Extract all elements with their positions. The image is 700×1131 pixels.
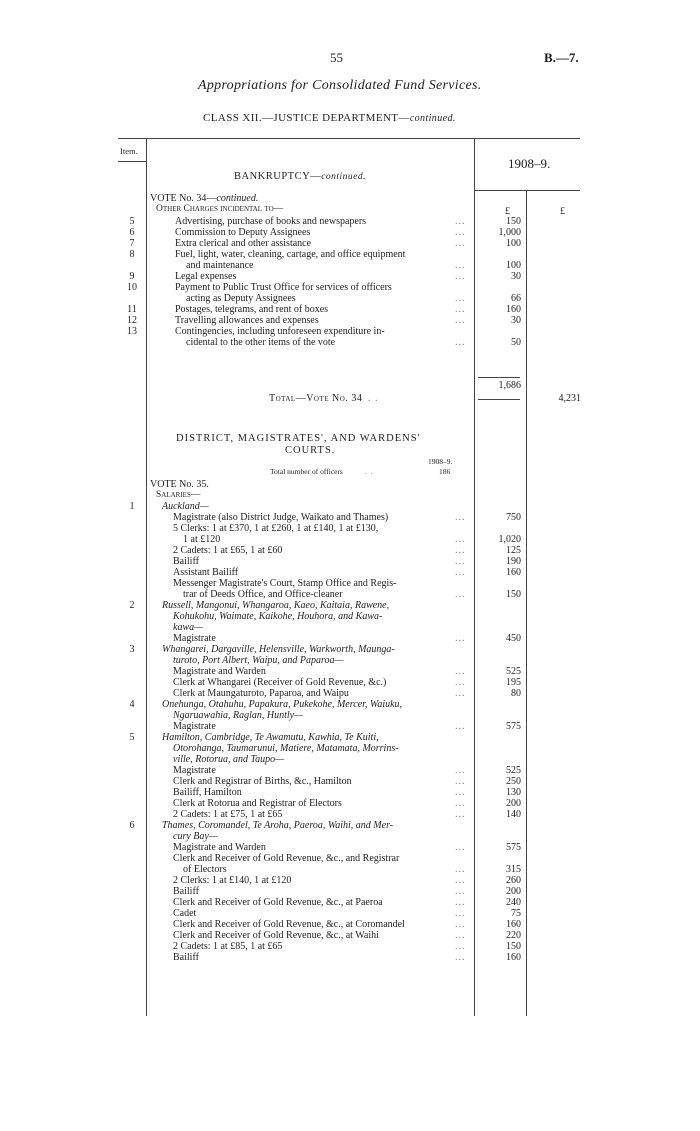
vote34-heading-text: VOTE No. 34— bbox=[150, 193, 217, 204]
leader-dots: ... bbox=[455, 512, 466, 523]
item-description: Clerk at Maungaturoto, Paparoa, and Waipu bbox=[173, 688, 349, 699]
item-description: 5 Clerks: 1 at £370, 1 at £260, 1 at £140, 1 at £130, bbox=[173, 523, 379, 534]
vote35-heading: VOTE No. 35. bbox=[150, 479, 209, 490]
item-number: 10 bbox=[127, 282, 137, 293]
leader-dots: ... bbox=[455, 875, 466, 886]
table-row bbox=[0, 567, 700, 578]
item-description: Magistrate bbox=[173, 765, 216, 776]
vote34-total-label: Total—Vote No. 34 bbox=[269, 393, 363, 404]
item-amount: 75 bbox=[511, 908, 521, 919]
vote34-total-leader: . . bbox=[368, 393, 379, 404]
item-amount: 30 bbox=[511, 271, 521, 282]
item-description: Thames, Coromandel, Te Aroha, Paeroa, Waihi, and Mer- bbox=[162, 820, 394, 831]
vote34-heading-continued: continued. bbox=[216, 193, 259, 204]
item-number: 4 bbox=[129, 699, 135, 710]
item-description: Clerk and Receiver of Gold Revenue, &c., at Waihi bbox=[173, 930, 379, 941]
vote34-total-rule bbox=[478, 399, 520, 400]
table-row bbox=[0, 864, 700, 875]
item-amount: 150 bbox=[506, 941, 521, 952]
table-row bbox=[0, 699, 700, 710]
item-description: Bailiff bbox=[173, 952, 199, 963]
leader-dots: ... bbox=[455, 304, 466, 315]
item-description: Bailiff bbox=[173, 556, 199, 567]
table-row bbox=[0, 216, 700, 227]
table-row bbox=[0, 886, 700, 897]
leader-dots: ... bbox=[455, 337, 466, 348]
class-heading-text: CLASS XII.—JUSTICE DEPARTMENT— bbox=[203, 112, 410, 124]
item-description: Kohukohu, Waimate, Kaikohe, Houhora, and Kawa- bbox=[173, 611, 383, 622]
item-description: Magistrate and Warden bbox=[173, 842, 266, 853]
pound-symbol-2: £ bbox=[560, 206, 565, 217]
item-description: Magistrate and Warden bbox=[173, 666, 266, 677]
table-row bbox=[0, 655, 700, 666]
item-description: Magistrate bbox=[173, 633, 216, 644]
item-amount: 160 bbox=[506, 567, 521, 578]
table-row bbox=[0, 787, 700, 798]
item-amount: 1,000 bbox=[498, 227, 521, 238]
item-description: Onehunga, Otahuhu, Papakura, Pukekohe, Mercer, Waiuku, bbox=[162, 699, 403, 710]
table-row bbox=[0, 721, 700, 732]
item-amount: 315 bbox=[506, 864, 521, 875]
item-description: turoto, Port Albert, Waipu, and Paparoa— bbox=[173, 655, 344, 666]
table-row bbox=[0, 238, 700, 249]
item-description: Contingencies, including unforeseen expenditure in- bbox=[175, 326, 385, 337]
table-row bbox=[0, 337, 700, 348]
item-description: Extra clerical and other assistance bbox=[175, 238, 312, 249]
leader-dots: ... bbox=[455, 666, 466, 677]
table-row bbox=[0, 589, 700, 600]
table-row bbox=[0, 315, 700, 326]
leader-dots: ... bbox=[455, 556, 466, 567]
item-description: Ngaruawahia, Raglan, Huntly— bbox=[173, 710, 304, 721]
table-row bbox=[0, 249, 700, 260]
leader-dots: ... bbox=[455, 842, 466, 853]
table-row bbox=[0, 578, 700, 589]
item-description: Clerk and Receiver of Gold Revenue, &c., at Paeroa bbox=[173, 897, 383, 908]
leader-dots: ... bbox=[455, 765, 466, 776]
leader-dots: ... bbox=[455, 238, 466, 249]
leader-dots: ... bbox=[455, 886, 466, 897]
item-amount: 575 bbox=[506, 721, 521, 732]
class-heading-continued: continued. bbox=[409, 113, 456, 124]
table-row bbox=[0, 512, 700, 523]
item-amount: 160 bbox=[506, 952, 521, 963]
bankruptcy-heading-continued: continued. bbox=[321, 172, 367, 182]
item-amount: 66 bbox=[511, 293, 521, 304]
table-row bbox=[0, 732, 700, 743]
table-row bbox=[0, 908, 700, 919]
table-row bbox=[0, 556, 700, 567]
item-amount: 195 bbox=[506, 677, 521, 688]
table-row bbox=[0, 897, 700, 908]
leader-dots: ... bbox=[455, 545, 466, 556]
item-number: 3 bbox=[129, 644, 135, 655]
item-description: Bailiff, Hamilton bbox=[173, 787, 242, 798]
table-row bbox=[0, 710, 700, 721]
leader-dots: ... bbox=[455, 809, 466, 820]
item-description: Magistrate (also District Judge, Waikato and Thames) bbox=[173, 512, 389, 523]
item-description: acting as Deputy Assignees bbox=[186, 293, 296, 304]
item-description: Advertising, purchase of books and newspapers bbox=[175, 216, 367, 227]
item-description: Hamilton, Cambridge, Te Awamutu, Kawhia, Te Kuiti, bbox=[162, 732, 379, 743]
table-row bbox=[0, 545, 700, 556]
class-heading bbox=[203, 112, 456, 124]
item-amount: 150 bbox=[506, 589, 521, 600]
item-description: Postages, telegrams, and rent of boxes bbox=[175, 304, 329, 315]
item-description: kawa— bbox=[173, 622, 203, 633]
item-amount: 100 bbox=[506, 260, 521, 271]
item-number: 2 bbox=[129, 600, 135, 611]
item-number: 12 bbox=[127, 315, 137, 326]
table-row bbox=[0, 798, 700, 809]
item-number: 8 bbox=[129, 249, 135, 260]
item-amount: 240 bbox=[506, 897, 521, 908]
item-description: Messenger Magistrate's Court, Stamp Office and Regis- bbox=[173, 578, 397, 589]
item-amount: 30 bbox=[511, 315, 521, 326]
item-description: Payment to Public Trust Office for services of officers bbox=[175, 282, 392, 293]
table-row bbox=[0, 326, 700, 337]
leader-dots: ... bbox=[455, 721, 466, 732]
year-column-header: 1908–9. bbox=[508, 156, 551, 171]
item-description: 1 at £120 bbox=[183, 534, 221, 545]
item-amount: 525 bbox=[506, 666, 521, 677]
table-row bbox=[0, 919, 700, 930]
item-amount: 750 bbox=[506, 512, 521, 523]
table-row bbox=[0, 501, 700, 512]
table-row bbox=[0, 776, 700, 787]
leader-dots: ... bbox=[455, 534, 466, 545]
item-description: 2 Cadets: 1 at £65, 1 at £60 bbox=[173, 545, 283, 556]
table-row bbox=[0, 952, 700, 963]
table-row bbox=[0, 622, 700, 633]
item-amount: 250 bbox=[506, 776, 521, 787]
item-amount: 260 bbox=[506, 875, 521, 886]
table-row bbox=[0, 677, 700, 688]
item-description: 2 Cadets: 1 at £85, 1 at £65 bbox=[173, 941, 283, 952]
item-description: Russell, Mangonui, Whangaroa, Kaeo, Kaitaia, Rawene, bbox=[162, 600, 390, 611]
courts-heading-line2: COURTS. bbox=[285, 445, 336, 456]
document-reference: B.—7. bbox=[544, 50, 579, 65]
year-header-rule bbox=[474, 190, 580, 191]
item-amount: 1,020 bbox=[498, 534, 521, 545]
table-row bbox=[0, 271, 700, 282]
leader-dots: ... bbox=[455, 271, 466, 282]
item-amount: 200 bbox=[506, 798, 521, 809]
item-description: Travelling allowances and expenses bbox=[175, 315, 319, 326]
table-row bbox=[0, 831, 700, 842]
item-description: Clerk and Receiver of Gold Revenue, &c., at Coromandel bbox=[173, 919, 405, 930]
item-amount: 80 bbox=[511, 688, 521, 699]
page-number: 55 bbox=[330, 50, 343, 65]
item-number: 13 bbox=[127, 326, 137, 337]
item-amount: 450 bbox=[506, 633, 521, 644]
item-description: Legal expenses bbox=[175, 271, 237, 282]
leader-dots: ... bbox=[455, 227, 466, 238]
table-row bbox=[0, 633, 700, 644]
item-amount: 50 bbox=[511, 337, 521, 348]
item-amount: 160 bbox=[506, 919, 521, 930]
table-row bbox=[0, 227, 700, 238]
item-amount: 140 bbox=[506, 809, 521, 820]
item-description: Assistant Bailiff bbox=[173, 567, 239, 578]
leader-dots: ... bbox=[455, 688, 466, 699]
leader-dots: ... bbox=[455, 952, 466, 963]
item-description: Cadet bbox=[173, 908, 197, 919]
table-row bbox=[0, 534, 700, 545]
table-row bbox=[0, 260, 700, 271]
leader-dots: ... bbox=[455, 798, 466, 809]
officers-label-text: Total number of officers bbox=[270, 467, 343, 476]
item-description: Clerk at Rotorua and Registrar of Electors bbox=[173, 798, 342, 809]
leader-dots: ... bbox=[455, 864, 466, 875]
bankruptcy-heading bbox=[234, 171, 366, 182]
auckland-heading: Auckland— bbox=[162, 501, 209, 512]
table-row bbox=[0, 644, 700, 655]
item-amount: 130 bbox=[506, 787, 521, 798]
table-row bbox=[0, 765, 700, 776]
item-number: 5 bbox=[129, 216, 135, 227]
item-number: 9 bbox=[129, 271, 135, 282]
pound-symbol-1: £ bbox=[505, 206, 510, 217]
table-row bbox=[0, 809, 700, 820]
table-row bbox=[0, 820, 700, 831]
leader-dots: ... bbox=[455, 677, 466, 688]
table-row bbox=[0, 523, 700, 534]
officers-year: 1908–9. bbox=[428, 457, 453, 466]
table-row bbox=[0, 941, 700, 952]
item-number: 6 bbox=[129, 820, 135, 831]
item-amount: 190 bbox=[506, 556, 521, 567]
item-description: trar of Deeds Office, and Office-cleaner bbox=[183, 589, 343, 600]
item-description: ville, Rotorua, and Taupo— bbox=[173, 754, 285, 765]
item-description: Otorohanga, Taumarunui, Matiere, Matamata, Morrins- bbox=[173, 743, 399, 754]
item-description: Fuel, light, water, cleaning, cartage, and office equipment bbox=[175, 249, 406, 260]
table-row bbox=[0, 666, 700, 677]
item-amount: 575 bbox=[506, 842, 521, 853]
leader-dots: ... bbox=[455, 216, 466, 227]
leader-dots: ... bbox=[455, 919, 466, 930]
leader-dots: ... bbox=[455, 908, 466, 919]
officers-count: 186 bbox=[439, 467, 451, 476]
leader-dots: ... bbox=[455, 633, 466, 644]
item-number: 11 bbox=[127, 304, 137, 315]
item-description: Whangarei, Dargaville, Helensville, Warkworth, Maunga- bbox=[162, 644, 395, 655]
item-description: Commission to Deputy Assignees bbox=[175, 227, 311, 238]
leader-dots: ... bbox=[455, 260, 466, 271]
bankruptcy-heading-text: BANKRUPTCY— bbox=[234, 171, 322, 182]
item-amount: 125 bbox=[506, 545, 521, 556]
item-description: cidental to the other items of the vote bbox=[186, 337, 336, 348]
leader-dots: ... bbox=[455, 930, 466, 941]
item-amount: 150 bbox=[506, 216, 521, 227]
vote34-subtotal-rule bbox=[478, 377, 520, 378]
leader-dots: ... bbox=[455, 897, 466, 908]
table-row bbox=[0, 754, 700, 765]
leader-dots: ... bbox=[455, 776, 466, 787]
table-row bbox=[0, 875, 700, 886]
officers-label: Total number of officers . . bbox=[270, 467, 374, 476]
table-row bbox=[0, 293, 700, 304]
table-row bbox=[0, 853, 700, 864]
item-amount: 160 bbox=[506, 304, 521, 315]
item-description: Magistrate bbox=[173, 721, 216, 732]
item-description: and maintenance bbox=[186, 260, 254, 271]
item-description: 2 Cadets: 1 at £75, 1 at £65 bbox=[173, 809, 283, 820]
table-row bbox=[0, 842, 700, 853]
item-description: 2 Clerks: 1 at £140, 1 at £120 bbox=[173, 875, 292, 886]
item-column-header: Item. bbox=[120, 146, 138, 156]
item-description: Clerk at Whangarei (Receiver of Gold Revenue, &c.) bbox=[173, 677, 387, 688]
table-row bbox=[0, 282, 700, 293]
leader-dots: ... bbox=[455, 293, 466, 304]
item-description: Bailiff bbox=[173, 886, 199, 897]
salaries-heading: Salaries— bbox=[156, 490, 201, 500]
item-number: 7 bbox=[129, 238, 135, 249]
item-header-rule bbox=[118, 161, 146, 162]
item-description: Clerk and Registrar of Births, &c., Hamilton bbox=[173, 776, 352, 787]
table-row bbox=[0, 304, 700, 315]
other-charges-heading: Other Charges incidental to— bbox=[156, 204, 284, 214]
leader-dots: ... bbox=[455, 941, 466, 952]
table-row bbox=[0, 611, 700, 622]
item-amount: 100 bbox=[506, 238, 521, 249]
leader-dots: ... bbox=[455, 567, 466, 578]
item-description: Clerk and Receiver of Gold Revenue, &c., and Registrar bbox=[173, 853, 400, 864]
courts-heading-line1: DISTRICT, MAGISTRATES', AND WARDENS' bbox=[176, 433, 421, 444]
item-amount: 200 bbox=[506, 886, 521, 897]
item-description: of Electors bbox=[183, 864, 227, 875]
table-row bbox=[0, 688, 700, 699]
vote34-heading bbox=[150, 193, 258, 204]
item-number: 1 bbox=[129, 501, 135, 512]
item-description: cury Bay— bbox=[173, 831, 218, 842]
table-row bbox=[0, 743, 700, 754]
leader-dots: ... bbox=[455, 787, 466, 798]
table-row bbox=[0, 600, 700, 611]
leader-dots: ... bbox=[455, 589, 466, 600]
vote34-subtotal: 1,686 bbox=[498, 380, 521, 391]
table-row bbox=[0, 930, 700, 941]
item-amount: 525 bbox=[506, 765, 521, 776]
page-title: Appropriations for Consolidated Fund Services. bbox=[198, 78, 482, 93]
leader-dots: ... bbox=[455, 315, 466, 326]
item-number: 5 bbox=[129, 732, 135, 743]
item-amount: 220 bbox=[506, 930, 521, 941]
table-top-rule bbox=[118, 138, 580, 139]
vote34-total: 4,231 bbox=[558, 393, 581, 404]
item-number: 6 bbox=[129, 227, 135, 238]
